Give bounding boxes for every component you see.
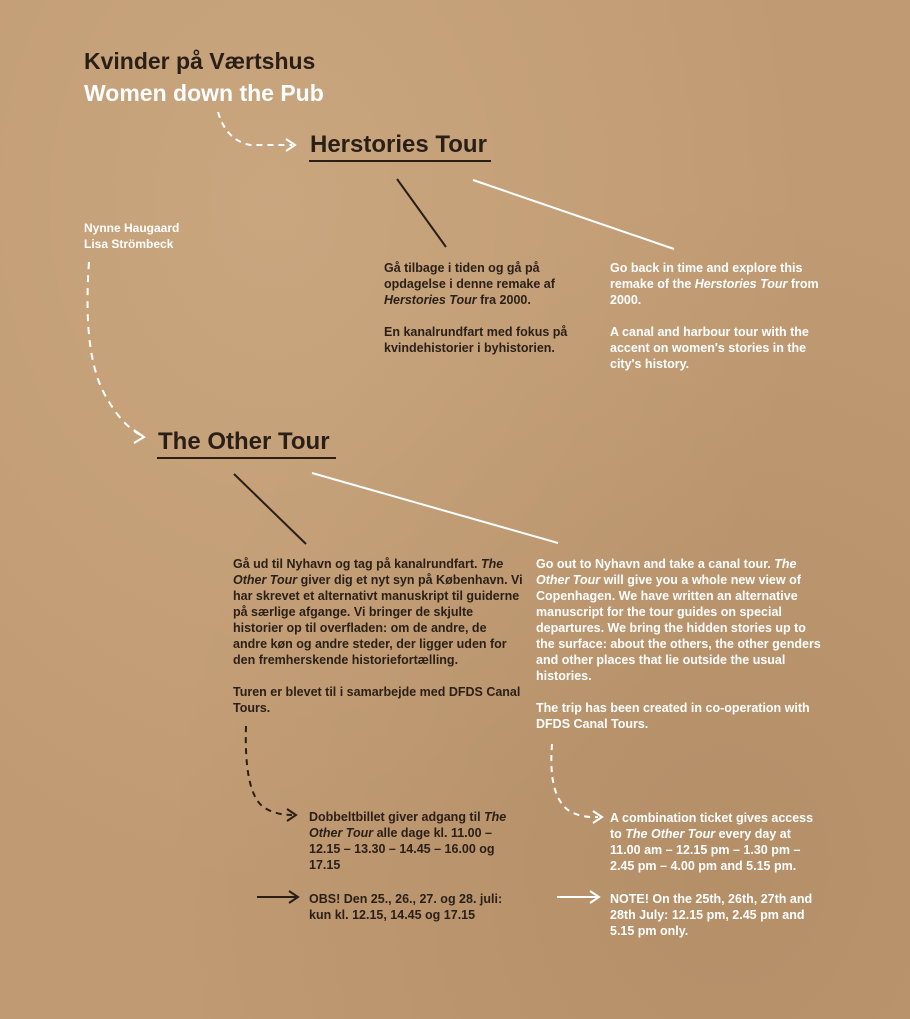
- other-da-paragraph-2: Turen er blevet til i samarbejde med DFDS Canal Tours.: [233, 685, 521, 715]
- note-english: NOTE! On the 25th, 26th, 27th and 28th July: 12.15 pm, 2.45 pm and 5.15 pm only.: [610, 892, 813, 938]
- herstories-white-line: [473, 180, 674, 249]
- authors: [84, 220, 179, 252]
- herstories-en-paragraph-1: Go back in time and explore this remake of the Herstories Tour from 2000.: [610, 261, 819, 307]
- dashed-arrow-to-other-tour: [88, 262, 142, 436]
- note-danish: OBS! Den 25., 26., 27. og 28. juli: kun kl. 12.15, 14.45 og 17.15: [309, 892, 503, 922]
- author-2: Lisa Strömbeck: [84, 237, 174, 251]
- arrowhead-other-tour: [134, 430, 144, 443]
- other-tour-heading-underline: [157, 457, 336, 459]
- dashed-arrow-ticket-en: [551, 744, 598, 817]
- title-english: Women down the Pub: [84, 80, 324, 106]
- other-tour-heading: The Other Tour: [158, 428, 330, 455]
- other-en-paragraph-1: Go out to Nyhavn and take a canal tour. The Other Tour will give you a whole new view of Copenhagen. We have written an alternative manuscript for the tour guides on special departures. We bring the hidden stories up to the surface: about the others, the other genders and other places that lie outside the usual histories.: [536, 557, 821, 683]
- herstories-text-english: [610, 260, 820, 388]
- title-danish: Kvinder på Værtshus: [84, 48, 316, 74]
- author-1: Nynne Haugaard: [84, 221, 180, 235]
- other-tour-text-english: [536, 556, 821, 748]
- other-dark-line: [234, 474, 306, 544]
- other-en-paragraph-2: The trip has been created in co-operation with DFDS Canal Tours.: [536, 701, 810, 731]
- herstories-en-paragraph-2: A canal and harbour tour with the accent on women's stories in the city's history.: [610, 325, 809, 371]
- other-da-paragraph-1: Gå ud til Nyhavn og tag på kanalrundfart. The Other Tour giver dig et nyt syn på København. Vi har skrevet et alternativt manuskript til guiderne på særlige afgange. Vi bringer de skjulte historier op til overfladen: om de andre, de andre køn og andre steder, der ligger uden for den fremherskende historiefortælling.: [233, 557, 523, 667]
- ticket-info-danish: Dobbeltbillet giver adgang til The Other Tour alle dage kl. 11.00 – 12.15 – 13.30 – 14.45 – 16.00 og 17.15: [309, 810, 507, 872]
- dashed-arrow-ticket-da: [246, 726, 292, 815]
- herstories-heading: Herstories Tour: [310, 131, 487, 158]
- other-tour-text-danish: [233, 556, 523, 732]
- herstories-da-paragraph-1: Gå tilbage i tiden og gå på opdagelse i denne remake af Herstories Tour fra 2000.: [384, 261, 555, 307]
- herstories-dark-line: [397, 179, 446, 247]
- ticket-info-english: A combination ticket gives access to The Other Tour every day at 11.00 am – 12.15 pm – 1.30 pm – 2.45 pm – 4.00 pm and 5.15 pm.: [610, 811, 814, 873]
- other-white-line: [312, 473, 558, 543]
- herstories-da-paragraph-2: En kanalrundfart med fokus på kvindehistorier i byhistorien.: [384, 325, 568, 355]
- herstories-heading-underline: [309, 160, 491, 162]
- dashed-arrow-to-herstories: [218, 112, 292, 145]
- herstories-text-danish: [384, 260, 579, 372]
